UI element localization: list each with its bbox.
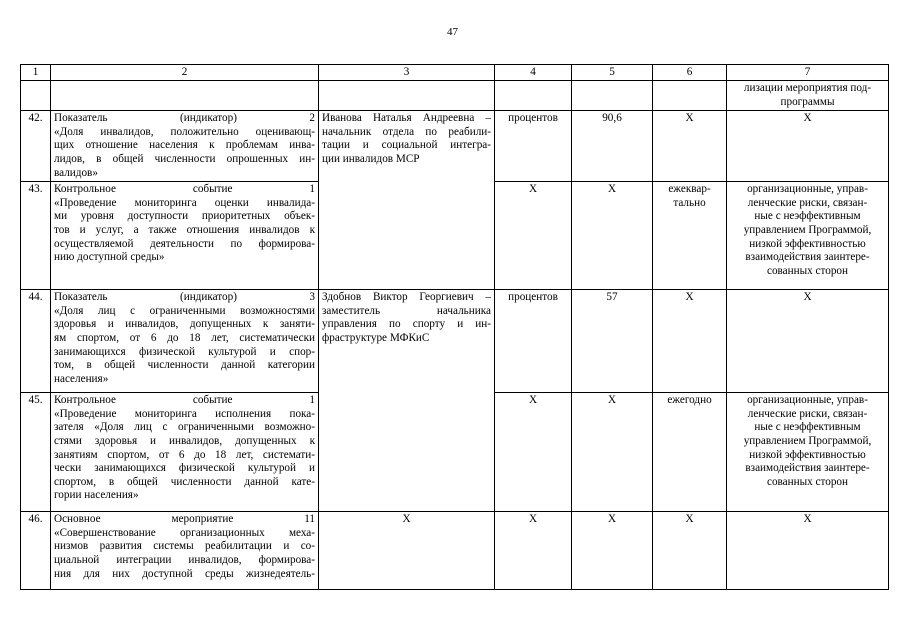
carry-over-text: лизации мероприятия под- программы [727,81,889,111]
unit-cell: Х [495,393,572,512]
column-header-5: 5 [572,65,653,81]
row-number: 42. [21,111,51,182]
period-cell: Х [653,512,727,590]
row-number: 45. [21,393,51,512]
responsible-person: Иванова Наталья Андреевна – начальник отдела по реабили- тации и социальной интегра- ции инвалидов МСР [319,111,495,290]
page-number: 47 [447,26,458,38]
period-cell: Х [653,290,727,393]
value-cell: 57 [572,290,653,393]
risks-cell: организационные, управ- ленческие риски, связан- ные с неэффективным управлением Программой, низкой эффективностью взаимодействия заинтере- сованных сторон [727,393,889,512]
unit-cell: Х [495,512,572,590]
carry-over-row [21,81,889,111]
unit-cell: процентов [495,111,572,182]
table-row [21,512,889,590]
column-header-6: 6 [653,65,727,81]
risks-cell: Х [727,512,889,590]
table-row [21,290,889,393]
value-cell: Х [572,393,653,512]
risks-cell: Х [727,111,889,182]
program-table [20,64,889,590]
header-row [21,65,889,81]
column-header-1: 1 [21,65,51,81]
column-header-4: 4 [495,65,572,81]
value-cell: Х [572,512,653,590]
period-cell: Х [653,111,727,182]
table-row [21,111,889,182]
risks-cell: Х [727,290,889,393]
responsible-person: Х [319,512,495,590]
period-cell: ежегодно [653,393,727,512]
row-description: Контрольное событие 1 «Проведение мониторинга исполнения пока- зателя «Доля лиц с ограниченными возможно- стями здоровья и инвалидов, допущенных к занятиям спортом, от 6 до 18 лет, системати- чески занимающихся физической культурой и спортом, в общей численности данной кате- гории населения» [51,393,319,512]
row-number: 46. [21,512,51,590]
unit-cell: Х [495,182,572,290]
row-description: Контрольное событие 1 «Проведение мониторинга оценки инвалида- ми уровня доступности приоритетных объек- тов и услуг, а также отношения инвалидов к осуществляемой деятельности по формирова- нию доступной среды» [51,182,319,290]
column-header-7: 7 [727,65,889,81]
unit-cell: процентов [495,290,572,393]
row-number: 43. [21,182,51,290]
row-description: Показатель (индикатор) 2 «Доля инвалидов, положительно оценивающ- щих отношение населения к проблемам инва- лидов, в общей численности опрошенных ин- валидов» [51,111,319,182]
column-header-2: 2 [51,65,319,81]
risks-cell: организационные, управ- ленческие риски, связан- ные с неэффективным управлением Программой, низкой эффективностью взаимодействия заинтере- сованных сторон [727,182,889,290]
value-cell: 90,6 [572,111,653,182]
row-number: 44. [21,290,51,393]
period-cell: ежеквар- тально [653,182,727,290]
row-description: Основное мероприятие 11 «Совершенствование организационных меха- низмов развития системы реабилитации и со- циальной интеграции инвалидов, формирова- ния для них доступной среды жизнедеятель- [51,512,319,590]
column-header-3: 3 [319,65,495,81]
value-cell: Х [572,182,653,290]
row-description: Показатель (индикатор) 3 «Доля лиц с ограниченными возможностями здоровья и инвалидов, допущенных к заняти- ям спортом, от 6 до 18 лет, систематически занимающихся физической культурой и спор- том, в общей численности данной категории населения» [51,290,319,393]
responsible-person: Здобнов Виктор Георгиевич – заместитель начальника управления по спорту и ин- фраструктуре МФКиС [319,290,495,512]
